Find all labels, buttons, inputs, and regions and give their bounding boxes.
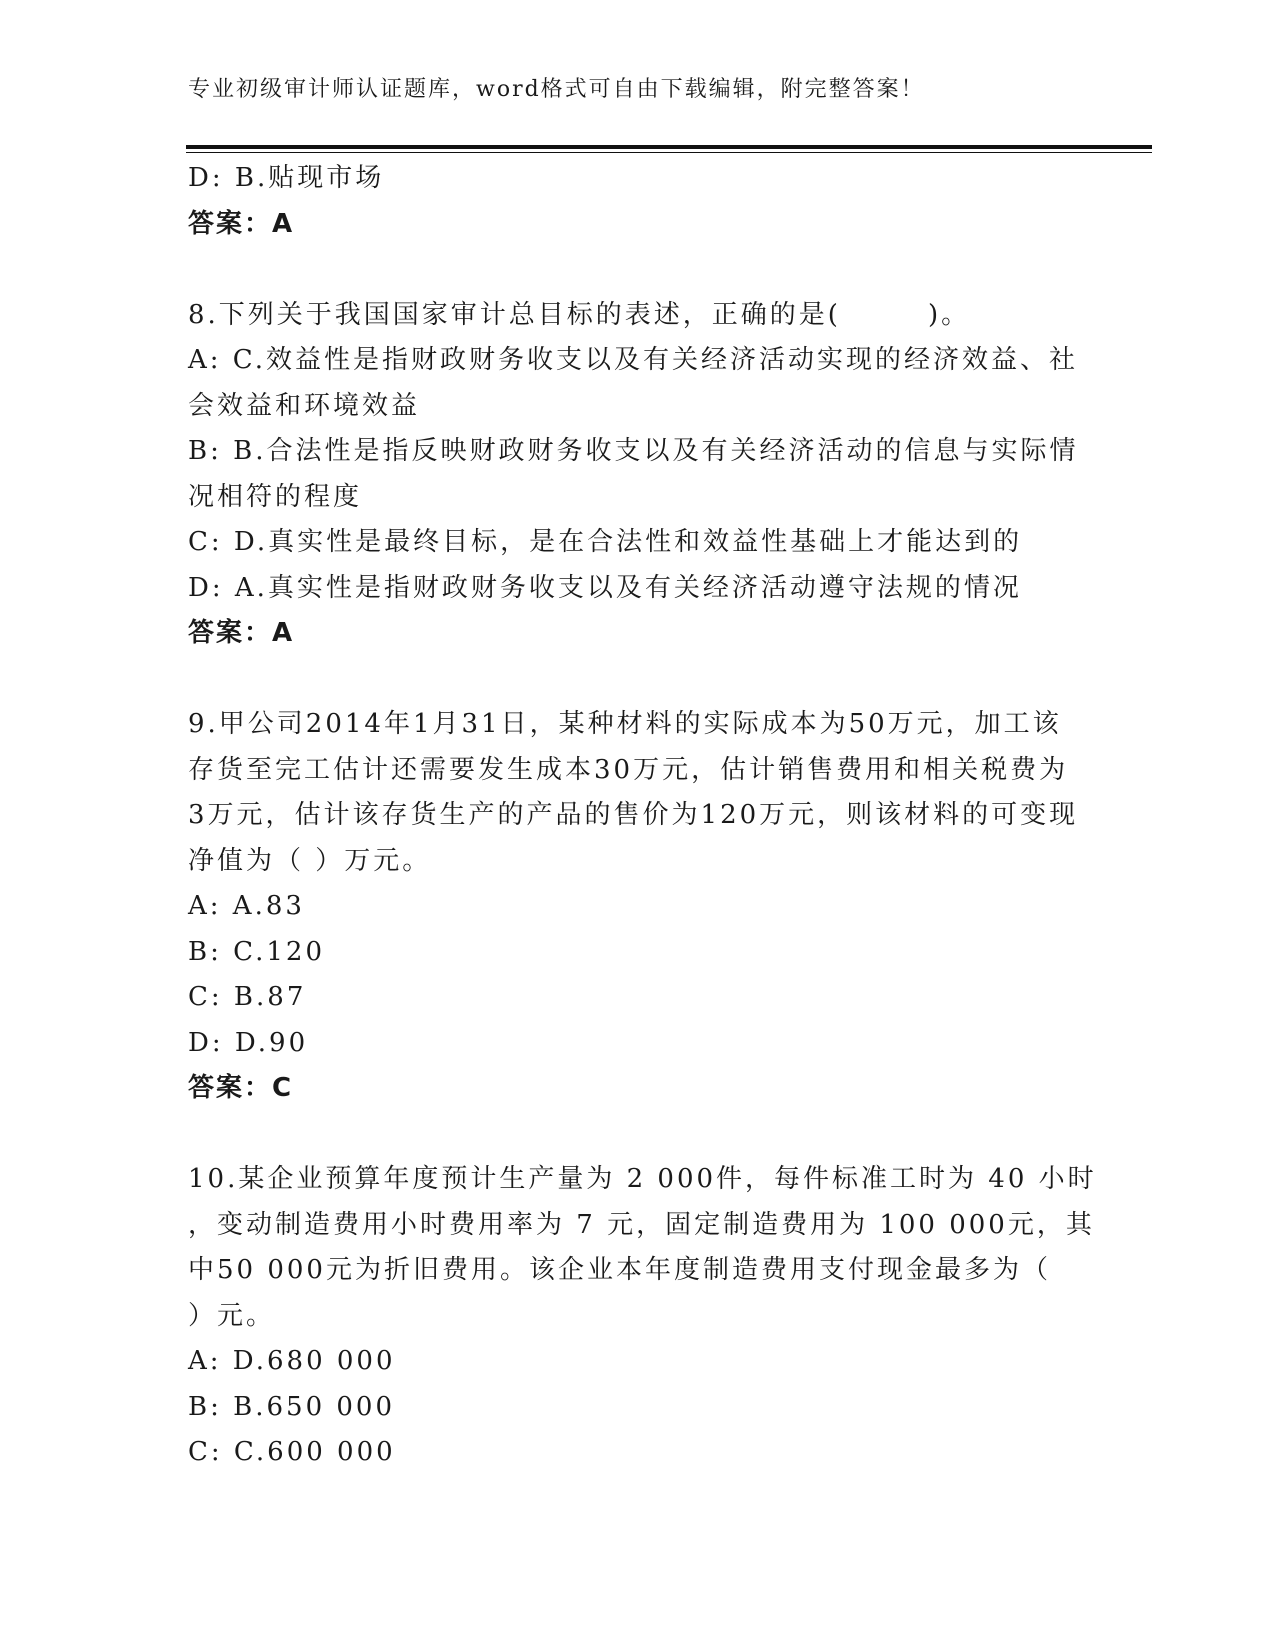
answer: 答案：A (188, 618, 295, 648)
question-stem-cont: ，变动制造费用小时费用率为 7 元，固定制造费用为 100 000元，其 (188, 1209, 1095, 1240)
option-a: A: A.83 (188, 891, 305, 921)
question-stem: 8.下列关于我国国家审计总目标的表述，正确的是( )。 (188, 299, 971, 330)
option-c: C: C.600 000 (188, 1437, 396, 1467)
option-b: B: B.650 000 (188, 1391, 396, 1422)
header-rule-thin (186, 152, 1152, 153)
answer: 答案：C (188, 1073, 294, 1103)
option-c: C: B.87 (188, 982, 307, 1012)
question-10 (188, 1157, 1097, 1476)
prev-option-d: D: B.贴现市场 (188, 163, 385, 193)
question-stem: 10.某企业预算年度预计生产量为 2 000件，每件标准工时为 40 小时 (188, 1164, 1097, 1194)
question-stem-cont: 3万元，估计该存货生产的产品的售价为120万元，则该材料的可变现 (188, 800, 1079, 830)
spacer (188, 1112, 1088, 1158)
question-stem-cont: 存货至完工估计还需要发生成本30万元，估计销售费用和相关税费为 (188, 754, 1069, 785)
option-a: A: C.效益性是指财政财务收支以及有关经济活动实现的经济效益、社 (188, 345, 1079, 375)
spacer (188, 657, 1088, 703)
spacer (188, 247, 1088, 293)
question-9 (188, 702, 1088, 1112)
question-stem-cont: 中50 000元为折旧费用。该企业本年度制造费用支付现金最多为（ (188, 1255, 1051, 1285)
option-a-cont: 会效益和环境效益 (188, 390, 421, 421)
question-stem-cont: ）元。 (188, 1300, 276, 1331)
option-b-cont: 况相符的程度 (188, 481, 363, 512)
option-b: B: C.120 (188, 936, 325, 967)
option-c: C: D.真实性是最终目标，是在合法性和效益性基础上才能达到的 (188, 527, 1023, 557)
question-8 (188, 293, 1088, 657)
question-content (188, 156, 1097, 1476)
question-stem: 9.甲公司2014年1月31日，某种材料的实际成本为50万元，加工该 (188, 709, 1062, 739)
header-rule-thick (186, 145, 1152, 149)
question-stem-cont: 净值为（ ）万元。 (188, 845, 432, 876)
option-a: A: D.680 000 (188, 1346, 396, 1376)
option-d: D: D.90 (188, 1027, 309, 1058)
page-header: 专业初级审计师认证题库，word格式可自由下载编辑，附完整答案！ (188, 77, 925, 102)
option-d: D: A.真实性是指财政财务收支以及有关经济活动遵守法规的情况 (188, 572, 1022, 603)
option-b: B: B.合法性是指反映财政财务收支以及有关经济活动的信息与实际情 (188, 436, 1079, 466)
prev-answer: 答案：A (188, 208, 295, 239)
